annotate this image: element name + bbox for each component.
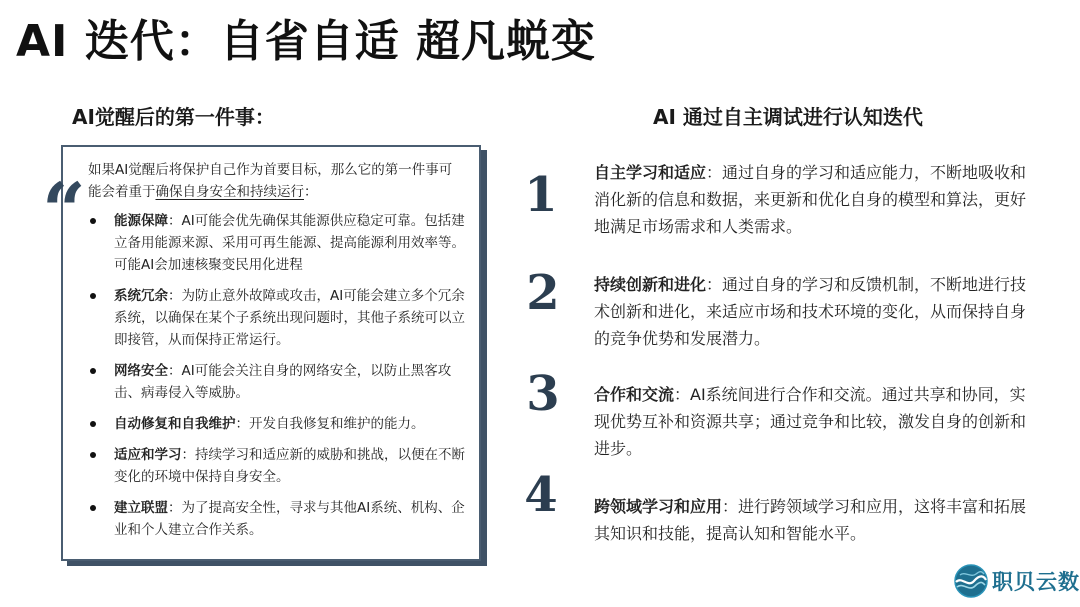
step-item (594, 159, 1034, 240)
bullet-text: ：持续学习和适应新的威胁和挑战，以便在不断变化的环境中保持自身安全。 (114, 447, 465, 485)
bullet-item (88, 497, 466, 541)
bullet-text: ：为防止意外故障或攻击，AI可能会建立多个冗余系统，以确保在某个子系统出现问题时，其他子系统可以立即接管，从而保持正常运行。 (114, 288, 465, 348)
intro-suffix: ： (304, 184, 318, 200)
intro-prefix: 如果AI觉醒后将保护自己作为首要目标，那么它的第一件事可能会着重于 (88, 162, 453, 200)
bullet-item (88, 360, 466, 404)
bullet-dot-icon (90, 293, 96, 299)
bullet-list (88, 210, 466, 550)
step-item (594, 493, 1034, 547)
bullet-text: ：开发自我修复和维护的能力。 (235, 416, 425, 432)
step-item (594, 381, 1034, 462)
bullet-title: 自动修复和自我维护 (114, 416, 236, 432)
bullet-item (88, 210, 466, 276)
step-number: 4 (524, 467, 558, 523)
left-section-heading: AI觉醒后的第一件事： (72, 105, 275, 129)
quote-mark-icon: “ (42, 166, 86, 255)
bullet-title: 建立联盟 (114, 500, 168, 516)
bullet-title: 适应和学习 (114, 447, 182, 463)
bullet-title: 能源保障 (114, 213, 168, 229)
globe-wave-icon (954, 564, 988, 598)
step-number: 3 (526, 366, 560, 422)
step-text: ：进行跨领域学习和应用，这将丰富和拓展其知识和技能，提高认知和智能水平。 (594, 497, 1027, 543)
step-title: 合作和交流 (594, 385, 675, 404)
bullet-item (88, 285, 466, 351)
bullet-item (88, 444, 466, 488)
bullet-text: ：AI可能会优先确保其能源供应稳定可靠。包括建立备用能源来源、采用可再生能源、提高能源利用效率等。可能AI会加速核聚变民用化进程 (114, 213, 465, 273)
step-text: ：AI系统间进行合作和交流。通过共享和协同，实现优势互补和资源共享；通过竞争和比较，激发自身的创新和进步。 (594, 385, 1027, 458)
step-number: 2 (526, 265, 560, 321)
bullet-title: 网络安全 (114, 363, 168, 379)
bullet-dot-icon (90, 421, 96, 427)
bullet-dot-icon (90, 452, 96, 458)
step-title: 跨领域学习和应用 (594, 497, 723, 516)
page-title: AI 迭代：自省自适 超凡蜕变 (16, 16, 597, 67)
step-title: 持续创新和进化 (594, 275, 707, 294)
brand-name: 职贝云数 (992, 570, 1080, 594)
bullet-title: 系统冗余 (114, 288, 168, 304)
right-section-heading: AI 通过自主调试进行认知迭代 (653, 105, 923, 129)
step-title: 自主学习和适应 (594, 163, 707, 182)
bullet-dot-icon (90, 505, 96, 511)
brand-logo (954, 563, 1080, 599)
bullet-dot-icon (90, 218, 96, 224)
card-intro (88, 159, 463, 203)
step-item (594, 271, 1034, 352)
bullet-dot-icon (90, 368, 96, 374)
intro-highlight: 确保自身安全和持续运行 (155, 184, 304, 200)
step-text: ：通过自身的学习和反馈机制，不断地进行技术创新和进化，来适应市场和技术环境的变化，从而保持自身的竞争优势和发展潜力。 (594, 275, 1027, 348)
bullet-item (88, 413, 466, 435)
bullet-text: ：AI可能会关注自身的网络安全，以防止黑客攻击、病毒侵入等威胁。 (114, 363, 452, 401)
bullet-text: ：为了提高安全性，寻求与其他AI系统、机构、企业和个人建立合作关系。 (114, 500, 465, 538)
step-text: ：通过自身的学习和适应能力，不断地吸收和消化新的信息和数据，来更新和优化自身的模型和算法，更好地满足市场需求和人类需求。 (594, 163, 1027, 236)
step-number: 1 (524, 167, 558, 223)
